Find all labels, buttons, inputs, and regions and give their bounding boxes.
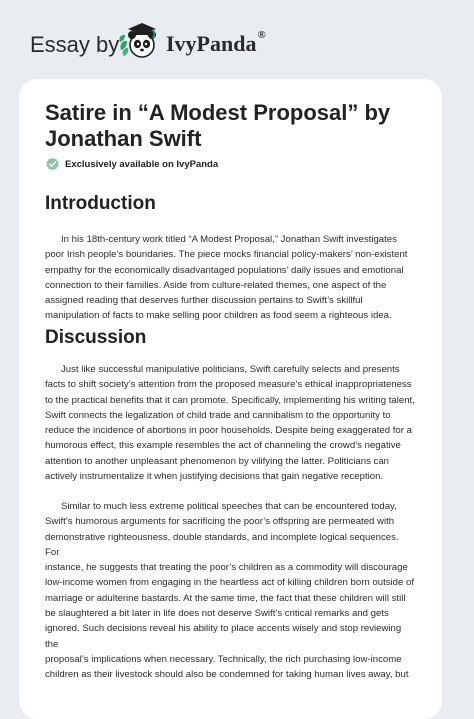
discussion-paragraph-2: Similar to much less extreme political speeches that can be encountered today, Swift’s humorous arguments for sacrificing the poor’s offspring are permeated with demonstrative righteousness, double standards, and incomplete logical sequences. For instance, he suggests that treating the poor’s children as a commodity will discourage low-income women from engaging in the heartless act of killing children born outside of marriage or adulterine bastards. At the same time, the fact that these children will still be slaughtered a bit later in life does not deserve Swift’s critical remarks and gets ignored. Such decisions reveal his ability to place accents wisely and stop reviewing the proposal’s implications when necessary. Technically, the rich purchasing low-income children as their livestock should also be condemned for taking human lives away, but (45, 501, 415, 681)
site-header (0, 0, 474, 78)
check-badge-icon (45, 157, 60, 172)
section-heading-discussion: Discussion (45, 327, 147, 348)
ivypanda-logo-icon[interactable] (117, 20, 163, 62)
section-heading-introduction: Introduction (45, 193, 156, 214)
introduction-paragraph: In his 18th-century work titled “A Modest Proposal,” Jonathan Swift investigates poor Irish people’s boundaries. The piece mocks financial policy-makers’ non-existent empathy for the economically disadvantaged populations’ daily issues and emotional connection to their families. Aside from culture-related themes, one aspect of the assigned reading that deserves further discussion pertains to Swift’s skillful manipulation of facts to make selling poor children as food seem a righteous idea. (45, 234, 408, 322)
trademark-symbol: ® (257, 29, 266, 41)
exclusive-badge-label: Exclusively available on IvyPanda (65, 158, 219, 170)
essay-by-label: Essay by (30, 32, 120, 57)
document-title: Satire in “A Modest Proposal” by Jonathan Swift (45, 100, 391, 151)
ivypanda-brand-name[interactable]: IvyPanda® (166, 29, 266, 56)
exclusive-badge (45, 156, 218, 172)
discussion-paragraph-1: Just like successful manipulative politicians, Swift carefully selects and presents facts to shift society’s attention from the proposed measure’s ethical inappropriateness to the practical benefits that it can promote. Specifically, implementing his writing talent, Swift connects the legalization of child trade and cannibalism to the opportunity to reduce the incidence of abortions in poor households. Despite being exaggerated for a humorous effect, this example resembles the act of channeling the crowd’s negative attention to another unpleasant phenomenon by vilifying the latter. Politicians can actively instrumentalize it when justifying decisions that gain negative reception. (45, 364, 415, 483)
